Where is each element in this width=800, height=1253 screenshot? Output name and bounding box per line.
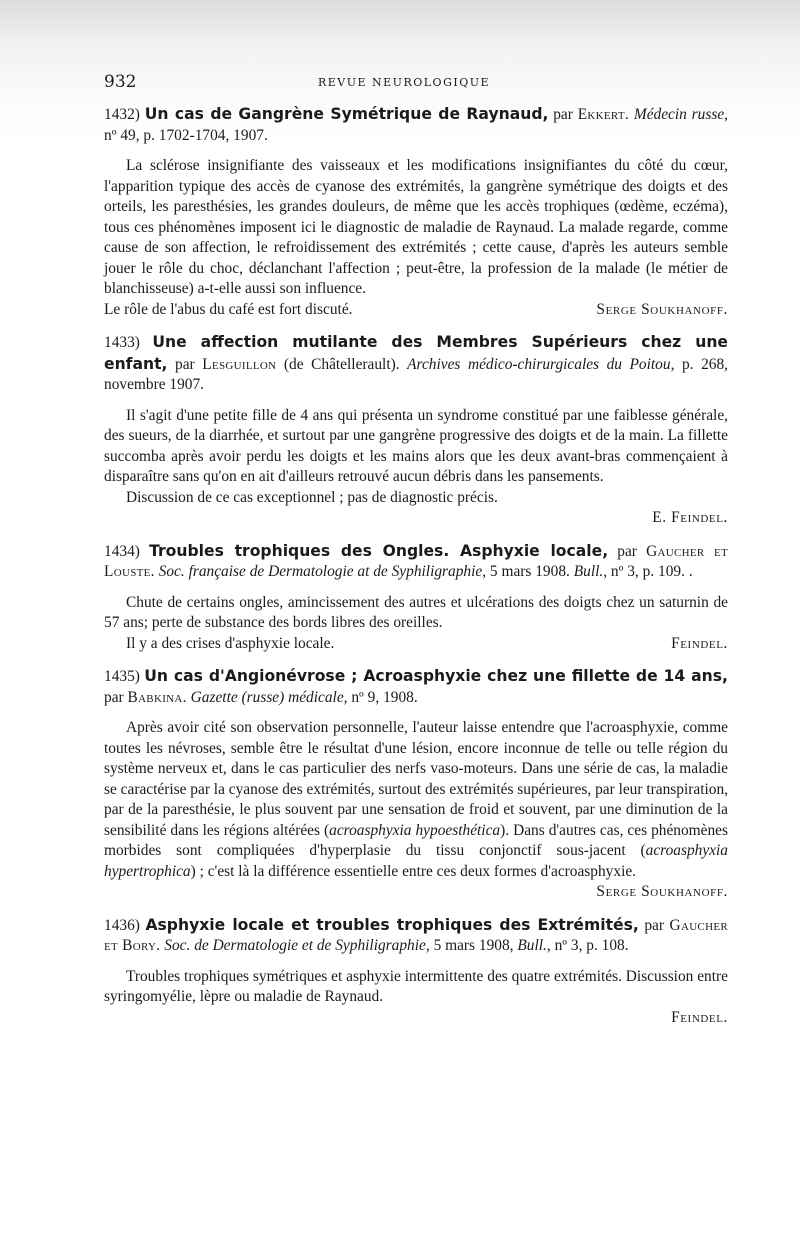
journal-title: REVUE NEUROLOGIQUE xyxy=(317,76,491,89)
paragraph: Le rôle de l'abus du café est fort discuté. Serge Soukhanoff. xyxy=(104,300,728,321)
abstract-entry xyxy=(104,541,728,655)
entry-reference: nº 49, p. 1702-1704, 1907. xyxy=(104,126,268,144)
entry-title: Asphyxie locale et troubles trophiques des Extrémités, xyxy=(145,915,639,934)
paragraph: Troubles trophiques symétriques et asphyxie intermittente des quatre extrémités. Discussion entre syringomyélie, lèpre ou maladie de Raynaud. xyxy=(104,967,728,1005)
entry-authors: Ekkert. xyxy=(577,106,630,123)
paragraph: La sclérose insignifiante des vaisseaux et les modifications insignifiantes du côté du cœur, l'apparition typique des accès de cyanose des extrémités, la gangrène symétrique des doigts et des orteils, les paresthésies, les grandes douleurs, de même que les accès trophiques (œdème, eczéma), tous ces phénomènes imposent ici le diagnostic de maladie de Raynaud. La malade regarde, comme cause de son affection, le refroidissement des extrémités ; cette cause, d'après les auteurs semble jouer le rôle du choc, déclanchant l'affection ; peut-être, la profession de la malade (le métier de blanchisseuse) a-t-elle aussi son influence. xyxy=(104,157,728,297)
entry-source: Soc. française de Dermatologie at de Syphiligraphie, xyxy=(158,563,487,580)
abstract-entry xyxy=(104,104,728,320)
entry-title: Un cas de Gangrène Symétrique de Raynaud, xyxy=(144,105,549,123)
paragraph: Il s'agit d'une petite fille de 4 ans qui présenta un syndrome constitué par une faiblesse générale, des sueurs, de la diarrhée, et surtout par une gangrène progressive des doigts et de la main. La fillette succomba après avoir perdu les doigts et les mains alors que les deux avant-bras commençaient à disparaître sans qu'on en ait d'ailleurs retrouvé aucun débris dans les pansements. xyxy=(104,406,728,485)
entry-body xyxy=(104,967,728,1029)
abstract-entry xyxy=(104,915,728,1029)
paragraph: Chute de certains ongles, amincissement des autres et ulcérations des doigts chez un saturnin de 57 ans; perte de substance des bords libres des oreilles. xyxy=(104,593,728,631)
paragraph: Après avoir cité son observation personnelle, l'auteur laisse entendre que l'acroasphyxie, comme toutes les névroses, semble être le résultat d'une lésion, encore inconnue de telle ou telle région du système nerveux et, dans le cas particulier des nerfs vaso-moteurs. Dans une série de cas, la maladie se caractérise par la cyanose des extrémités, surtout des extrémités supérieures, par leur transpiration, par de la paresthésie, le plus souvent par une sensation de froid et souvent, par une diminution de la sensibilité dans les régions altérées (acroasphyxia hypoesthética). Dans d'autres cas, ces phénomènes morbides sont compliquées d'hyperplasie du tissu conjonctif sous-jacent (acroasphyxia hypertrophica) ; c'est là la différence essentielle entre ces deux formes d'acroasphyxie. xyxy=(104,719,728,880)
entry-title: Un cas d'Angionévrose ; Acroasphyxie chez une fillette de 14 ans, xyxy=(144,667,728,685)
running-header xyxy=(104,72,704,98)
entry-heading: 1433) Une affection mutilante des Membres Supérieurs chez une enfant, par Lesguillon (de Châtellerault). Archives médico-chirurgicales du Poitou, p. 268, novembre 1907. xyxy=(104,333,729,393)
entry-number: 1433) xyxy=(104,334,140,351)
entry-body xyxy=(104,593,728,655)
page-number: 932 xyxy=(104,72,137,92)
paragraph: Il y a des crises d'asphyxie locale. Feindel. xyxy=(104,634,728,655)
entry-body xyxy=(104,406,728,529)
entry-body xyxy=(104,156,728,320)
entry-reference: 5 mars 1908, xyxy=(429,937,518,954)
entry-authors: Babkina. xyxy=(127,688,187,706)
entry-number: 1434) xyxy=(104,542,140,560)
abstract-entry xyxy=(104,666,728,903)
paragraph: Discussion de ce cas exceptionnel ; pas de diagnostic précis. xyxy=(126,488,498,506)
signature: Serge Soukhanoff. xyxy=(596,883,728,900)
entry-reference: 5 mars 1908. xyxy=(486,563,574,580)
article-list xyxy=(104,104,728,1040)
signature: Serge Soukhanoff. xyxy=(596,300,728,318)
entry-source: Médecin russe, xyxy=(633,106,729,123)
signature: Feindel. xyxy=(671,1008,728,1026)
entry-title: Une affection mutilante des Membres Supérieurs chez une enfant, xyxy=(104,333,728,373)
entry-number: 1435) xyxy=(104,668,140,685)
entry-heading: 1435) Un cas d'Angionévrose ; Acroasphyxie chez une fillette de 14 ans, par Babkina. Gazette (russe) médicale, nº 9, 1908. xyxy=(104,667,728,706)
signature: Feindel. xyxy=(671,634,728,652)
entry-affiliation: (de Châtellerault). xyxy=(276,355,408,373)
entry-number: 1432) xyxy=(104,106,140,123)
abstract-entry xyxy=(104,332,728,529)
entry-authors: Gaucher et Bory. xyxy=(104,916,728,954)
entry-body xyxy=(104,718,728,903)
entry-authors: Gaucher et Louste. xyxy=(104,542,728,580)
entry-reference: p. 268, novembre 1907. xyxy=(104,355,729,393)
entry-source: Gazette (russe) médicale, xyxy=(190,688,348,706)
entry-heading: 1434) Troubles trophiques des Ongles. Asphyxie locale, par Gaucher et Louste. Soc. française de Dermatologie at de Syphiligraphie, 5 mars 1908. Bull., nº 3, p. 109. . xyxy=(104,541,728,580)
entry-source: Archives médico-chirurgicales du Poitou, xyxy=(407,355,675,373)
entry-heading: 1432) Un cas de Gangrène Symétrique de Raynaud, par Ekkert. Médecin russe, nº 49, p. 1702-1704, 1907. xyxy=(104,105,729,144)
entry-reference: nº 9, 1908. xyxy=(347,688,418,706)
signature: E. Feindel. xyxy=(652,509,728,526)
entry-source: Soc. de Dermatologie et de Syphiligraphie, xyxy=(164,937,430,954)
entry-heading: 1436) Asphyxie locale et troubles trophiques des Extrémités, par Gaucher et Bory. Soc. de Dermatologie et de Syphiligraphie, 5 mars 1908, Bull., nº 3, p. 108. xyxy=(104,915,728,954)
entry-title: Troubles trophiques des Ongles. Asphyxie locale, xyxy=(149,541,609,560)
entry-authors: Lesguillon xyxy=(202,355,277,373)
entry-number: 1436) xyxy=(104,916,140,934)
